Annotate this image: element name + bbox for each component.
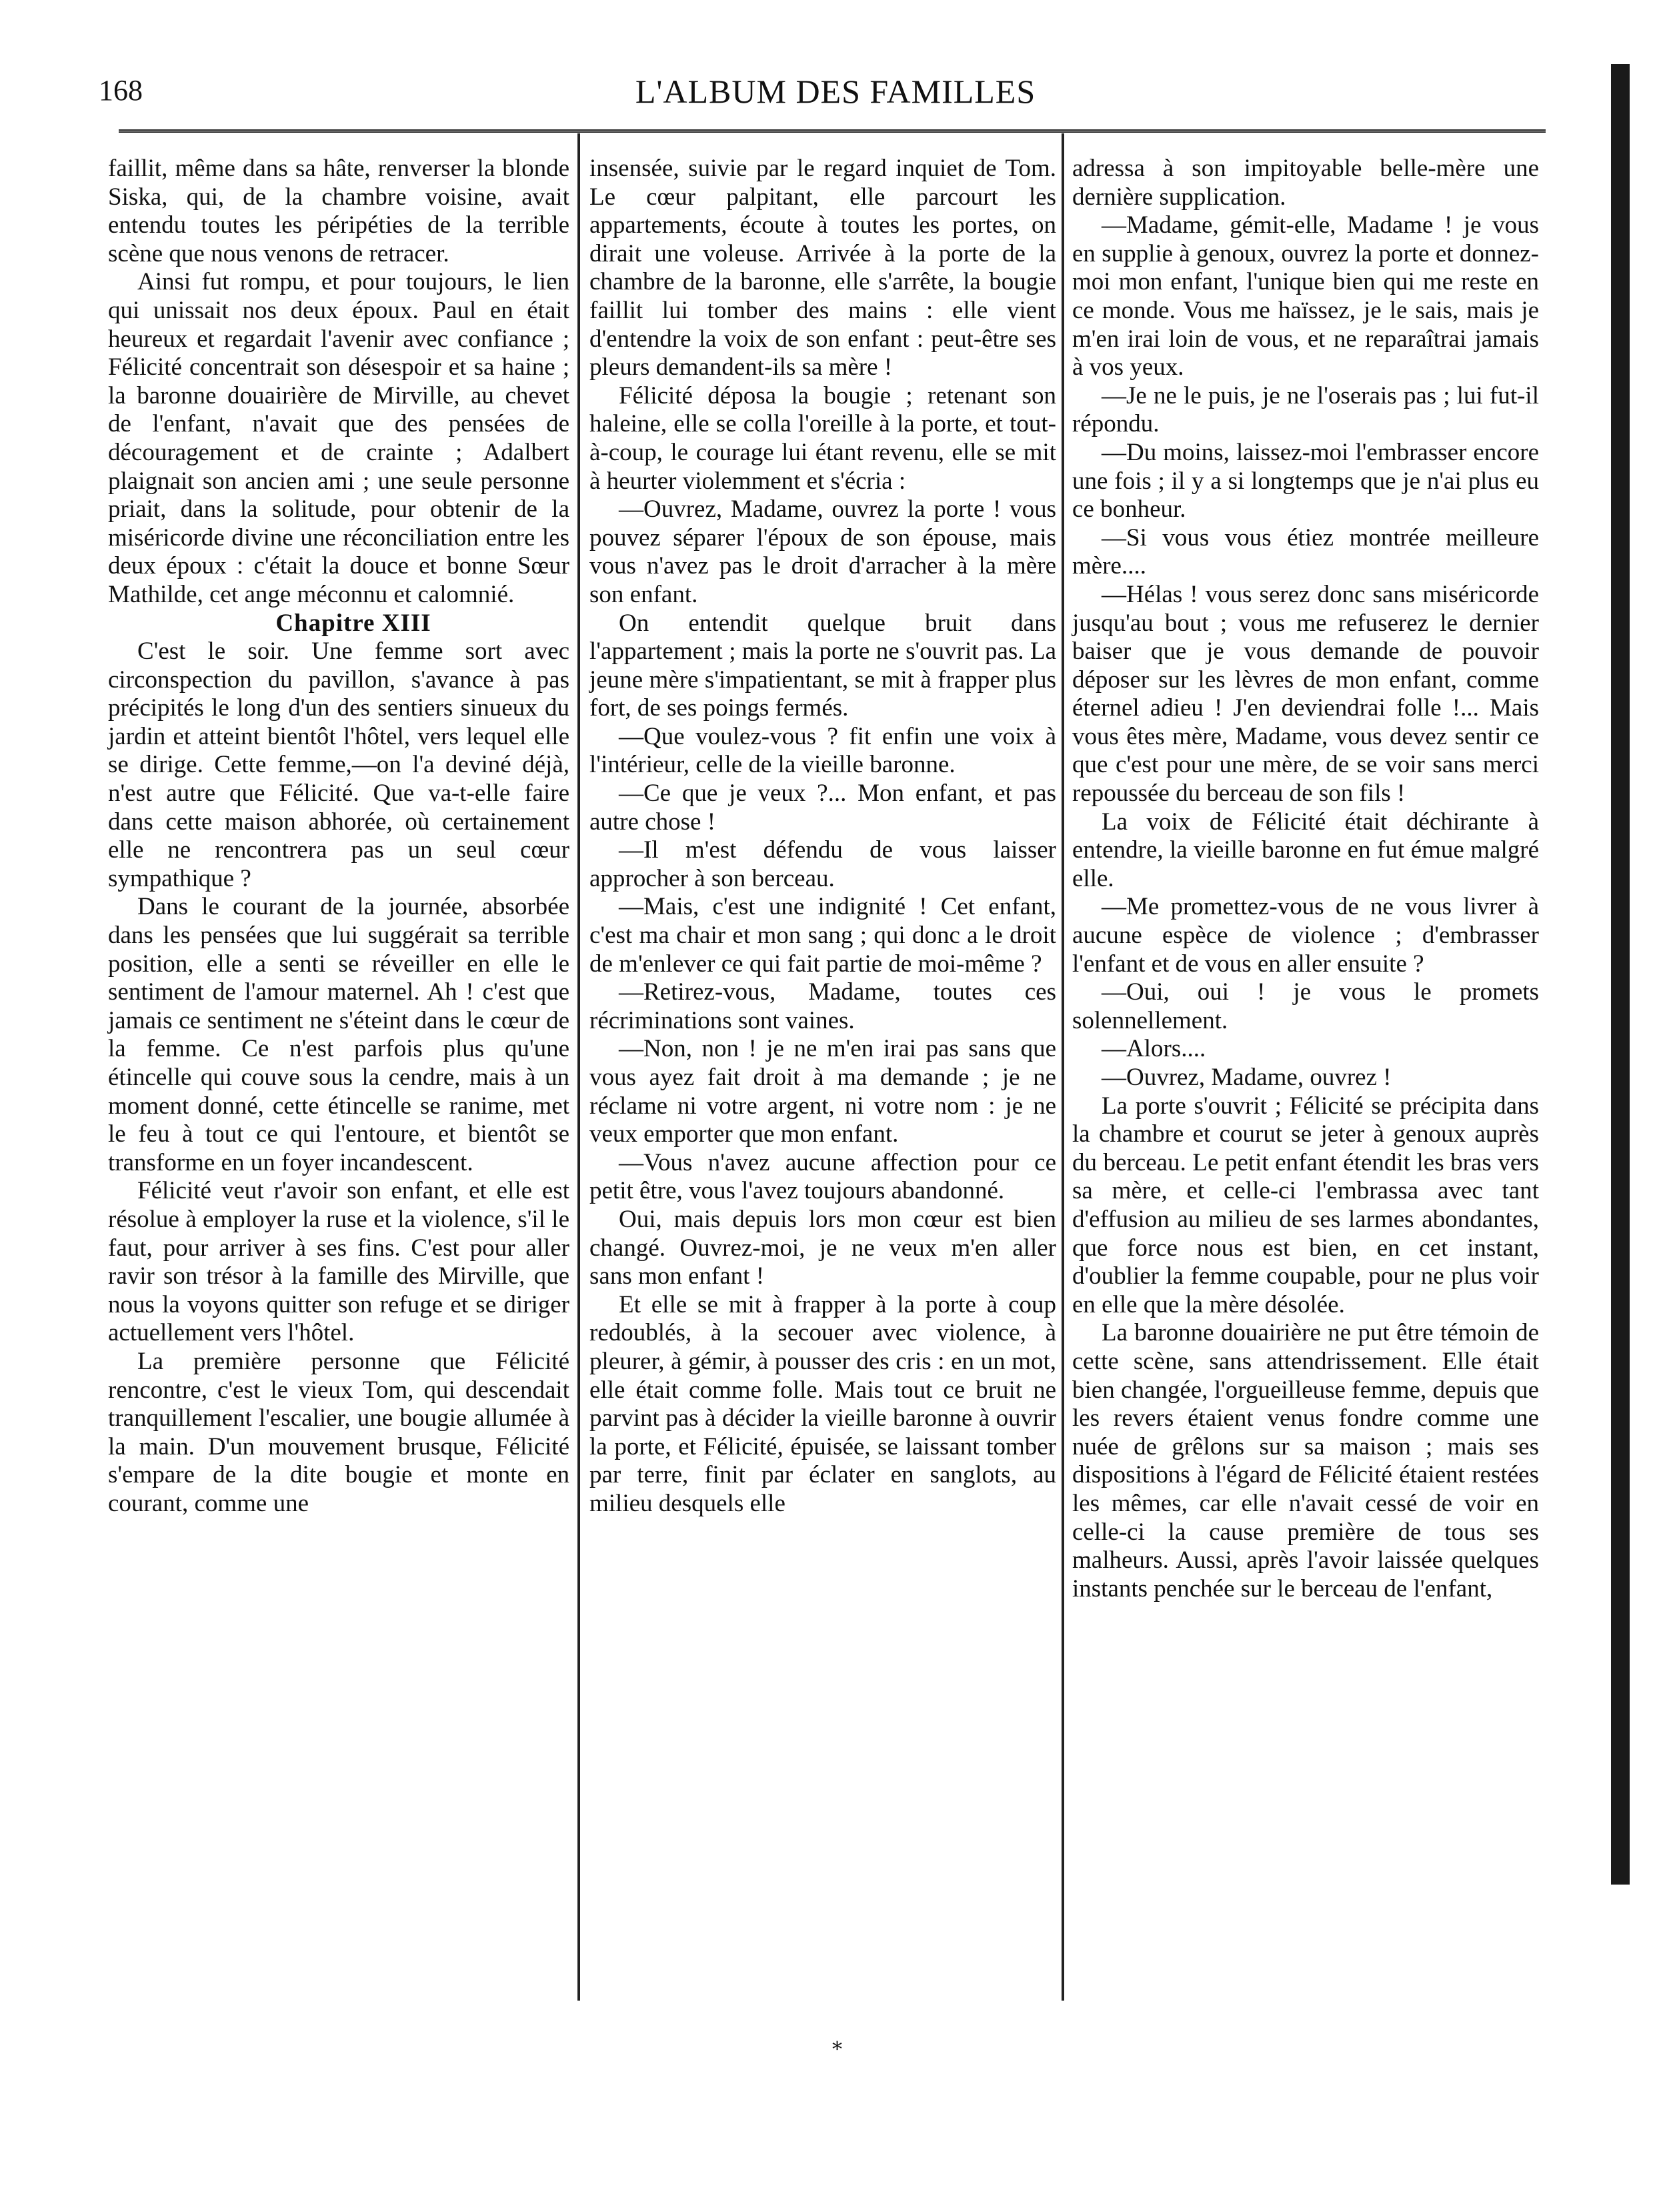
paragraph: faillit, même dans sa hâte, renverser la blonde Siska, qui, de la chambre voisine, avait entendu toutes les péripéties de la terrible scène que nous venons de retracer. <box>108 155 569 267</box>
paragraph: —Je ne le puis, je ne l'oserais pas ; lui fut-il répondu. <box>1072 381 1539 438</box>
paragraph: La porte s'ouvrit ; Félicité se précipita dans la chambre et courut se jeter à genoux auprès du berceau. Le petit enfant étendit les bras vers sa mère, et celle-ci l'embrassa avec tant d'effusion au milieu de ses larmes abondantes, que force nous est bien, en cet instant, d'oublier la femme coupable, pour ne plus voir en elle que la mère désolée. <box>1072 1092 1539 1318</box>
text-column-1 <box>108 155 569 2002</box>
paragraph: La baronne douairière ne put être témoin de cette scène, sans attendrissement. Elle était bien changée, l'orgueilleuse femme, depuis que les revers étaient venus fondre comme une nuée de grêlons sur sa maison ; mais ses dispositions à l'égard de Félicité étaient restées les mêmes, car elle n'avait cessé de voir en celle-ci la cause première de tous ses malheurs. Aussi, après l'avoir laissée quelques instants penchée sur le berceau de l'enfant, <box>1072 1319 1539 1602</box>
paragraph: On entendit quelque bruit dans l'appartement ; mais la porte ne s'ouvrit pas. La jeune mère s'impatientant, se mit à frapper plus fort, de ses poings fermés. <box>589 609 1056 722</box>
paragraph: insensée, suivie par le regard inquiet de Tom. Le cœur palpitant, elle parcourt les appartements, écoute à toutes les portes, on dirait une voleuse. Arrivée à la porte de la chambre de la baronne, elle s'arrête, la bougie faillit lui tomber des mains : elle vient d'entendre la voix de son enfant : peut-être ses pleurs demandent-ils sa mère ! <box>589 155 1056 381</box>
paragraph: —Vous n'avez aucune affection pour ce petit être, vous l'avez toujours abandonné. <box>589 1148 1056 1205</box>
chapter-heading: Chapitre XIII <box>275 609 431 637</box>
paragraph: La première personne que Félicité rencontre, c'est le vieux Tom, qui descendait tranquillement l'escalier, une bougie allumée à la main. D'un mouvement brusque, Félicité s'empare de la dite bougie et monte en courant, comme une <box>108 1347 569 1517</box>
paragraph: —Hélas ! vous serez donc sans miséricorde jusqu'au bout ; vous me refuserez le dernier baiser que je vous demande de pouvoir déposer sur les lèvres de mon enfant, comme éternel adieu ! J'en deviendrai folle !... Mais vous êtes mère, Madame, vous devez sentir ce que c'est pour une mère, de se voir sans merci repoussée du berceau de son fils ! <box>1072 580 1539 808</box>
paragraph: —Alors.... <box>1102 1035 1206 1063</box>
paragraph: Ainsi fut rompu, et pour toujours, le lien qui unissait nos deux époux. Paul en était heureux et regardait l'avenir avec confiance ; Félicité concentrait son désespoir et sa haine ; la baronne douairière de Mirville, au chevet de l'enfant, n'avait que des pensées de découragement et de crainte ; Adalbert plaignait son ancien ami ; une seule personne priait, dans la solitude, pour obtenir de la miséricorde divine une réconciliation entre les deux époux : c'était la douce et bonne Sœur Mathilde, cet ange méconnu et calomnié. <box>108 268 569 608</box>
paragraph: —Non, non ! je ne m'en irai pas sans que vous ayez fait droit à ma demande ; je ne réclame ni votre argent, ni votre nom : je ne veux emporter que mon enfant. <box>589 1035 1056 1148</box>
paragraph: C'est le soir. Une femme sort avec circonspection du pavillon, s'avance à pas précipités le long d'un des sentiers sinueux du jardin et atteint bientôt l'hôtel, vers lequel elle se dirige. Cette femme,—on l'a deviné déjà, n'est autre que Félicité. Que va-t-elle faire dans cette maison abhorée, où certainement elle ne rencontrera pas un seul cœur sympathique ? <box>108 638 569 892</box>
paragraph: Oui, mais depuis lors mon cœur est bien changé. Ouvrez-moi, je ne veux m'en aller sans mon enfant ! <box>589 1205 1056 1290</box>
paragraph: —Mais, c'est une indignité ! Cet enfant, c'est ma chair et mon sang ; qui donc a le droit de m'enlever ce qui fait partie de moi-même ? <box>589 893 1056 978</box>
paragraph: Et elle se mit à frapper à la porte à coup redoublés, à la secouer avec violence, à pleurer, à gémir, à pousser des cris : en un mot, elle était comme folle. Mais tout ce bruit ne parvint pas à décider la vieille baronne à ouvrir la porte, et Félicité, épuisée, se laissant tomber par terre, finit par éclater en sanglots, au milieu desquels elle <box>589 1290 1056 1517</box>
paragraph: adressa à son impitoyable belle-mère une dernière supplication. <box>1072 155 1539 211</box>
text-column-2 <box>589 155 1056 2002</box>
paragraph: —Que voulez-vous ? fit enfin une voix à l'intérieur, celle de la vieille baronne. <box>589 722 1056 779</box>
page-number: 168 <box>99 74 143 107</box>
text-column-3 <box>1072 155 1539 2002</box>
paragraph: —Oui, oui ! je vous le promets solennellement. <box>1072 978 1539 1034</box>
paragraph: Dans le courant de la journée, absorbée dans les pensées que lui suggérait sa terrible position, elle a senti se réveiller en elle le sentiment de l'amour maternel. Ah ! c'est que jamais ce sentiment ne s'éteint dans le cœur de la femme. Ce n'est parfois plus qu'une étincelle qui couve sous la cendre, mais à un moment donné, cette étincelle se ranime, met le feu à tout ce qui l'entoure, et bientôt se transforme en un foyer incandescent. <box>108 893 569 1176</box>
page-title: L'ALBUM DES FAMILLES <box>635 73 1036 110</box>
paragraph: —Retirez-vous, Madame, toutes ces récriminations sont vaines. <box>589 978 1056 1034</box>
paragraph: —Ouvrez, Madame, ouvrez ! <box>1102 1064 1392 1091</box>
paragraph: —Madame, gémit-elle, Madame ! je vous en supplie à genoux, ouvrez la porte et donnez-moi mon enfant, l'unique bien qui me reste en ce monde. Vous me haïssez, je le sais, mais je m'en irai loin de vous, et ne reparaîtrai jamais à vos yeux. <box>1072 211 1539 381</box>
paragraph: —Du moins, laissez-moi l'embrasser encore une fois ; il y a si longtemps que je n'ai plus eu ce bonheur. <box>1072 438 1539 523</box>
column-divider-left <box>577 133 580 2001</box>
paragraph: —Si vous vous étiez montrée meilleure mère.... <box>1072 523 1539 580</box>
header-rule <box>119 129 1546 135</box>
column-divider-right <box>1062 133 1064 2001</box>
footer-mark: * <box>832 2038 842 2061</box>
paragraph: —Ce que je veux ?... Mon enfant, et pas autre chose ! <box>589 780 1056 836</box>
paragraph: Félicité veut r'avoir son enfant, et elle est résolue à employer la ruse et la violence, s'il le faut, pour arriver à ses fins. C'est pour aller ravir son trésor à la famille des Mirville, que nous la voyons quitter son refuge et se diriger actuellement vers l'hôtel. <box>108 1177 569 1347</box>
paragraph: La voix de Félicité était déchirante à entendre, la vieille baronne en fut émue malgré elle. <box>1072 808 1539 892</box>
paragraph: —Il m'est défendu de vous laisser approcher à son berceau. <box>589 836 1056 892</box>
paragraph: —Me promettez-vous de ne vous livrer à aucune espèce de violence ; d'embrasser l'enfant et de vous en aller ensuite ? <box>1072 893 1539 978</box>
paragraph: Félicité déposa la bougie ; retenant son haleine, elle se colla l'oreille à la porte, et tout-à-coup, le courage lui étant revenu, elle se mit à heurter violemment et s'écria : <box>589 381 1056 495</box>
scan-edge-shadow <box>1611 64 1630 1885</box>
paragraph: —Ouvrez, Madame, ouvrez la porte ! vous pouvez séparer l'époux de son épouse, mais vous n'avez pas le droit d'arracher à la mère son enfant. <box>589 495 1056 608</box>
